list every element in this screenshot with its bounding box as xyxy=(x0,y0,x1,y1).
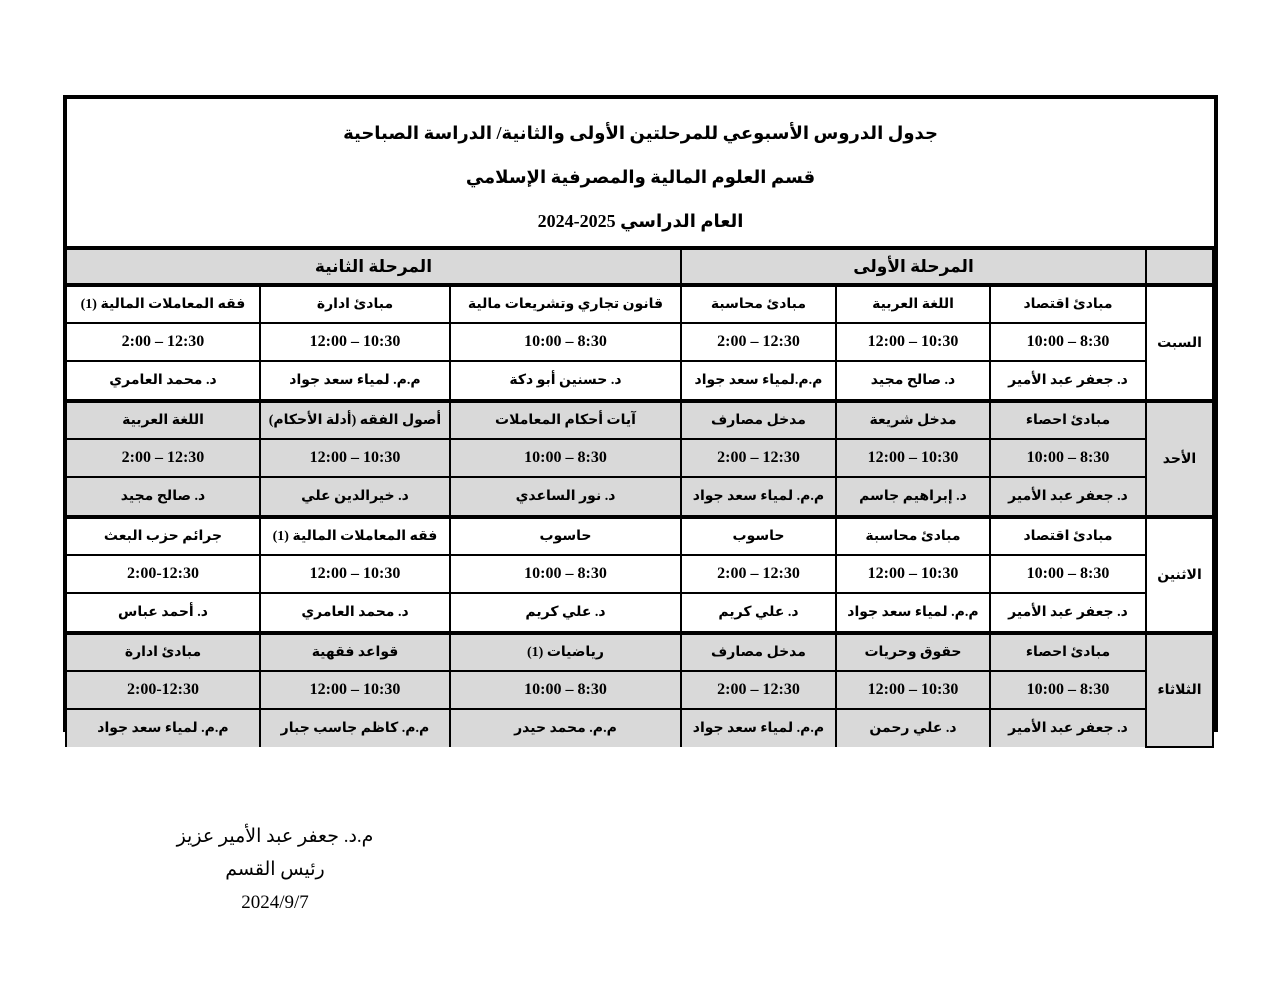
stage-header-row xyxy=(66,250,1213,285)
teacher-cell: د. محمد العامري xyxy=(66,361,260,401)
teacher-cell: د. صالح مجيد xyxy=(66,477,260,517)
signature-role: رئيس القسم xyxy=(225,859,325,880)
teacher-cell: د. محمد العامري xyxy=(260,593,450,633)
subject-cell: حقوق وحريات xyxy=(836,633,990,671)
time-cell: 10:00 – 8:30 xyxy=(450,439,681,477)
teacher-cell: د. خيرالدين علي xyxy=(260,477,450,517)
subject-cell: اللغة العربية xyxy=(836,285,990,323)
time-cell: 10:00 – 8:30 xyxy=(450,323,681,361)
time-cell: 12:00 – 10:30 xyxy=(836,439,990,477)
time-cell: 2:00-12:30 xyxy=(66,555,260,593)
time-cell: 12:00 – 10:30 xyxy=(260,555,450,593)
teacher-cell: د. علي كريم xyxy=(450,593,681,633)
teacher-cell: د. جعفر عبد الأمير xyxy=(990,477,1146,517)
teacher-cell: د. إبراهيم جاسم xyxy=(836,477,990,517)
monday-subject-row xyxy=(66,517,1213,555)
time-cell: 10:00 – 8:30 xyxy=(990,671,1146,709)
sunday-teacher-row xyxy=(66,477,1213,517)
day-cell: الثلاثاء xyxy=(1146,633,1213,747)
day-column-header xyxy=(1146,250,1213,285)
time-cell: 10:00 – 8:30 xyxy=(990,323,1146,361)
title-line-2: قسم العلوم المالية والمصرفية الإسلامي xyxy=(465,167,816,187)
time-cell: 10:00 – 8:30 xyxy=(990,439,1146,477)
time-cell: 2:00 – 12:30 xyxy=(681,671,836,709)
stage2-header-cell: المرحلة الثانية xyxy=(66,250,681,285)
subject-cell: رياضيات (1) xyxy=(450,633,681,671)
teacher-cell: د. علي كريم xyxy=(681,593,836,633)
time-cell: 12:00 – 10:30 xyxy=(836,671,990,709)
subject-cell: مدخل مصارف xyxy=(681,401,836,439)
teacher-cell: د. صالح مجيد xyxy=(836,361,990,401)
subject-cell: مبادئ ادارة xyxy=(66,633,260,671)
subject-cell: فقه المعاملات المالية (1) xyxy=(260,517,450,555)
time-cell: 2:00-12:30 xyxy=(66,671,260,709)
time-cell: 12:00 – 10:30 xyxy=(836,555,990,593)
teacher-cell: م.م. لمياء سعد جواد xyxy=(836,593,990,633)
time-cell: 2:00 – 12:30 xyxy=(681,439,836,477)
subject-cell: حاسوب xyxy=(450,517,681,555)
tuesday-subject-row xyxy=(66,633,1213,671)
title-line-3: العام الدراسي 2025-2024 xyxy=(537,211,744,231)
day-cell: الأحد xyxy=(1146,401,1213,517)
stage1-header-cell: المرحلة الأولى xyxy=(681,250,1146,285)
teacher-cell: د. علي رحمن xyxy=(836,709,990,747)
monday-time-row xyxy=(66,555,1213,593)
time-cell: 12:00 – 10:30 xyxy=(260,323,450,361)
time-cell: 10:00 – 8:30 xyxy=(990,555,1146,593)
subject-cell: مبادئ محاسبة xyxy=(836,517,990,555)
subject-cell: آيات أحكام المعاملات xyxy=(450,401,681,439)
tuesday-time-row xyxy=(66,671,1213,709)
sunday-subject-row xyxy=(66,401,1213,439)
teacher-cell: م.م. لمياء سعد جواد xyxy=(66,709,260,747)
schedule-document xyxy=(63,95,1218,736)
teacher-cell: د. نور الساعدي xyxy=(450,477,681,517)
subject-cell: مدخل مصارف xyxy=(681,633,836,671)
teacher-cell: د. أحمد عباس xyxy=(66,593,260,633)
subject-cell: أصول الفقه (أدلة الأحكام) xyxy=(260,401,450,439)
teacher-cell: د. جعفر عبد الأمير xyxy=(990,593,1146,633)
subject-cell: مبادئ احصاء xyxy=(990,401,1146,439)
subject-cell: مبادئ احصاء xyxy=(990,633,1146,671)
signature-block xyxy=(150,820,400,919)
subject-cell: فقه المعاملات المالية (1) xyxy=(66,285,260,323)
signature-name: م.د. جعفر عبد الأمير عزيز xyxy=(176,826,374,847)
time-cell: 12:00 – 10:30 xyxy=(260,439,450,477)
subject-cell: قواعد فقهية xyxy=(260,633,450,671)
teacher-cell: د. جعفر عبد الأمير xyxy=(990,361,1146,401)
time-cell: 2:00 – 12:30 xyxy=(66,323,260,361)
time-cell: 2:00 – 12:30 xyxy=(681,555,836,593)
subject-cell: جرائم حزب البعث xyxy=(66,517,260,555)
sunday-time-row xyxy=(66,439,1213,477)
signature-date: 2024/9/7 xyxy=(241,892,309,913)
teacher-cell: م.م. كاظم جاسب جبار xyxy=(260,709,450,747)
title-line-1: جدول الدروس الأسبوعي للمرحلتين الأولى والثانية/ الدراسة الصباحية xyxy=(343,123,938,143)
tuesday-teacher-row xyxy=(66,709,1213,747)
time-cell: 10:00 – 8:30 xyxy=(450,555,681,593)
subject-cell: مبادئ ادارة xyxy=(260,285,450,323)
subject-cell: مدخل شريعة xyxy=(836,401,990,439)
subject-cell: حاسوب xyxy=(681,517,836,555)
teacher-cell: م.م. لمياء سعد جواد xyxy=(681,477,836,517)
teacher-cell: د. حسنين أبو دكة xyxy=(450,361,681,401)
teacher-cell: م.م. لمياء سعد جواد xyxy=(681,709,836,747)
subject-cell: مبادئ محاسبة xyxy=(681,285,836,323)
teacher-cell: م.م. لمياء سعد جواد xyxy=(260,361,450,401)
time-cell: 10:00 – 8:30 xyxy=(450,671,681,709)
subject-cell: مبادئ اقتصاد xyxy=(990,285,1146,323)
saturday-subject-row xyxy=(66,285,1213,323)
subject-cell: قانون تجاري وتشريعات مالية xyxy=(450,285,681,323)
teacher-cell: م.م.لمياء سعد جواد xyxy=(681,361,836,401)
teacher-cell: م.م. محمد حيدر xyxy=(450,709,681,747)
schedule-table xyxy=(65,250,1214,748)
time-cell: 12:00 – 10:30 xyxy=(836,323,990,361)
subject-cell: مبادئ اقتصاد xyxy=(990,517,1146,555)
monday-teacher-row xyxy=(66,593,1213,633)
time-cell: 2:00 – 12:30 xyxy=(66,439,260,477)
subject-cell: اللغة العربية xyxy=(66,401,260,439)
day-cell: السبت xyxy=(1146,285,1213,401)
document-title-block xyxy=(67,99,1214,250)
day-cell: الاثنين xyxy=(1146,517,1213,633)
time-cell: 2:00 – 12:30 xyxy=(681,323,836,361)
saturday-time-row xyxy=(66,323,1213,361)
teacher-cell: د. جعفر عبد الأمير xyxy=(990,709,1146,747)
time-cell: 12:00 – 10:30 xyxy=(260,671,450,709)
saturday-teacher-row xyxy=(66,361,1213,401)
